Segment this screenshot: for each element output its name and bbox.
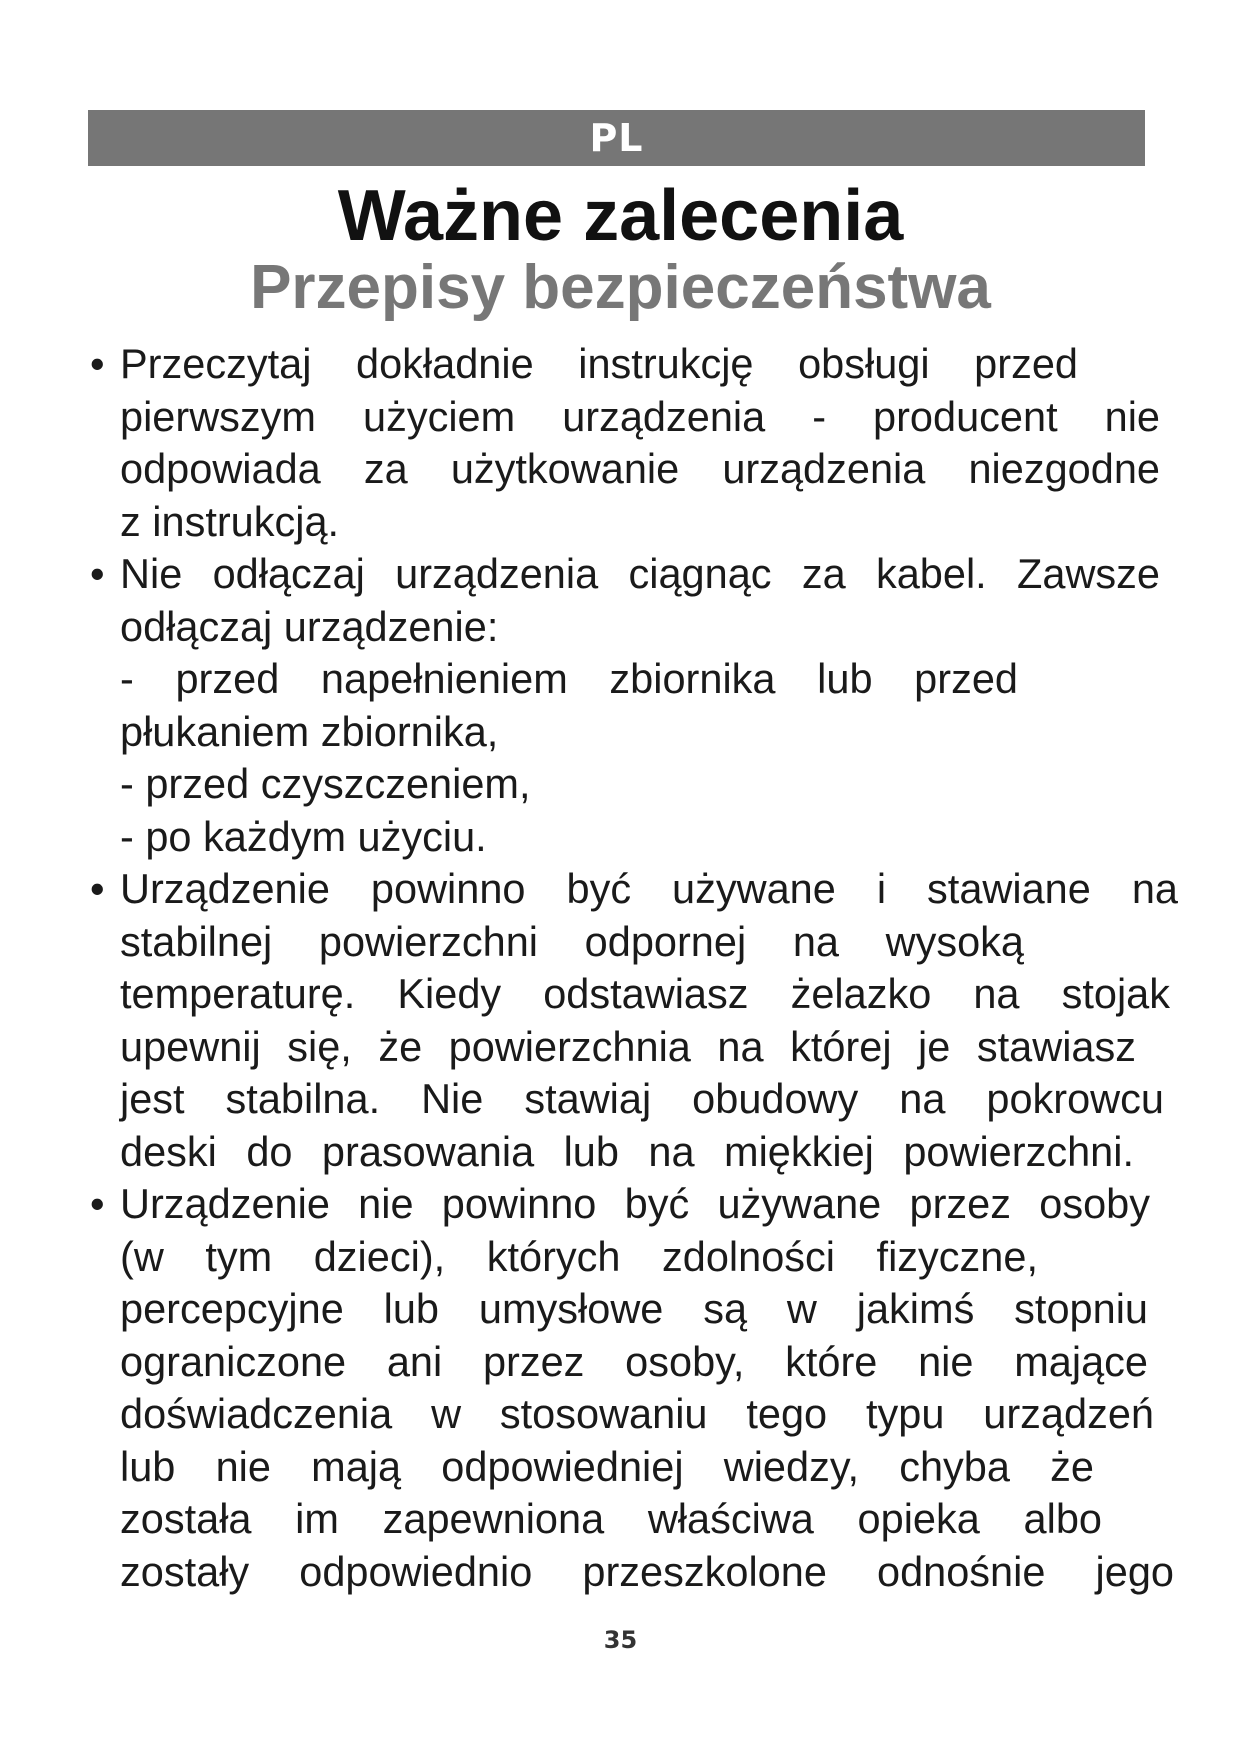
safety-instructions-list bbox=[88, 338, 1178, 1598]
text-line: Przeczytaj dokładnie instrukcję obsługi przed bbox=[120, 340, 1078, 387]
page-subtitle: Przepisy bezpieczeństwa bbox=[250, 253, 991, 322]
text-line: Urządzenie nie powinno być używane przez osoby bbox=[120, 1180, 1150, 1227]
text-line: jest stabilna. Nie stawiaj obudowy na pokrowcu bbox=[120, 1075, 1164, 1122]
text-line: Urządzenie powinno być używane i stawiane na bbox=[120, 865, 1178, 912]
text-line: deski do prasowania lub na miękkiej powierzchni. bbox=[120, 1127, 1134, 1175]
bullet-icon: • bbox=[90, 550, 105, 597]
language-label: PL bbox=[589, 116, 644, 160]
text-line: pierwszym użyciem urządzenia - producent nie bbox=[120, 392, 1160, 440]
text-line: (w tym dzieci), których zdolności fizyczne, bbox=[120, 1232, 1038, 1280]
text-line: temperaturę. Kiedy odstawiasz żelazko na stojak bbox=[120, 970, 1170, 1017]
text-line: z instrukcją. bbox=[120, 497, 340, 545]
text-line: odłączaj urządzenie: bbox=[120, 602, 499, 650]
text-line: ograniczone ani przez osoby, które nie mające bbox=[120, 1337, 1148, 1385]
text-line: płukaniem zbiornika, bbox=[120, 707, 499, 755]
text-line: zostały odpowiednio przeszkolone odnośnie jego bbox=[120, 1547, 1174, 1595]
bullet-icon: • bbox=[90, 340, 105, 387]
text-line: Nie odłączaj urządzenia ciągnąc za kabel. Zawsze bbox=[120, 550, 1160, 597]
list-item bbox=[88, 1178, 1178, 1598]
text-line: percepcyjne lub umysłowe są w jakimś stopniu bbox=[120, 1285, 1148, 1332]
text-line: doświadczenia w stosowaniu tego typu urządzeń bbox=[120, 1390, 1154, 1437]
text-line: została im zapewniona właściwa opieka albo bbox=[120, 1495, 1102, 1542]
bullet-icon: • bbox=[90, 865, 105, 912]
text-line: - przed napełnieniem zbiornika lub przed bbox=[120, 655, 1018, 702]
text-line: odpowiada za użytkowanie urządzenia niezgodne bbox=[120, 445, 1160, 492]
list-item bbox=[88, 863, 1178, 1178]
text-line: lub nie mają odpowiedniej wiedzy, chyba że bbox=[120, 1442, 1094, 1490]
list-item bbox=[88, 548, 1178, 863]
bullet-icon: • bbox=[90, 1180, 105, 1227]
text-line: - po każdym użyciu. bbox=[120, 812, 487, 860]
list-item bbox=[88, 338, 1178, 548]
language-header-bar bbox=[88, 110, 1145, 166]
text-line: upewnij się, że powierzchnia na której je stawiasz bbox=[120, 1022, 1136, 1070]
page-title: Ważne zalecenia bbox=[337, 176, 904, 256]
text-line: stabilnej powierzchni odpornej na wysoką bbox=[120, 917, 1024, 965]
page-number: 35 bbox=[603, 1626, 638, 1654]
text-line: - przed czyszczeniem, bbox=[120, 760, 531, 807]
